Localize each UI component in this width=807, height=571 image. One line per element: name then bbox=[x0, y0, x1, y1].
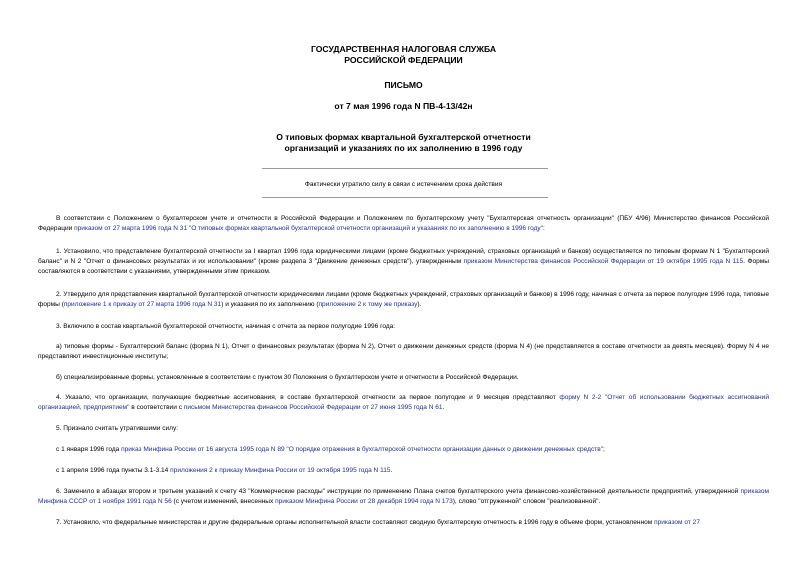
paragraph-5b: с 1 апреля 1996 года пункты 3.1-3.14 приложения 2 к приказу Минфина России от 19 октября 1995 года N 115. bbox=[56, 467, 393, 474]
agency-name-line2: РОССИЙСКОЙ ФЕДЕРАЦИИ bbox=[344, 55, 463, 65]
paragraph-3b: б) специализированные формы, установленные в соответствии с пунктом 30 Положения о бухгалтерском учете и отчетности в Российской Федерации. bbox=[56, 374, 519, 381]
link-form-2-2[interactable]: форму N 2-2 "Отчет об использовании бюджетных ассигнований организацией, предприятием" bbox=[38, 394, 769, 411]
paragraph-3a: а) типовые формы - Бухгалтерский баланс (форма N 1), Отчет о финансовых результатах (форма N 2), Отчет о движении денежных средств (форма N 4) (не представляется в составе отчетности за девять месяцев). Форму N 4 не представляют инвестиционные институты; bbox=[38, 343, 769, 360]
link-appendix-2-order-115[interactable]: приложения 2 к приказу Минфина России от 19 октября 1995 года N 115 bbox=[170, 467, 391, 474]
link-order-89[interactable]: приказ Минфина России от 16 августа 1995 года N 89 "О порядке отражения в бухгалтерской отчетности организации данных о движении денежных средств" bbox=[121, 446, 604, 453]
link-order-56[interactable]: приказом Минфина СССР от 1 ноября 1991 года N 56 bbox=[38, 488, 769, 505]
agency-name-line1: ГОСУДАРСТВЕННАЯ НАЛОГОВАЯ СЛУЖБА bbox=[310, 44, 497, 54]
paragraph-2: 2. Утвердило для представления квартальной бухгалтерской отчетности юридическими лицами (кроме бюджетных учреждений, страховых организаций и банков) в 1996 году, начиная с отчета за первое полугодие 1996 года, типовые формы (приложение 1 к приказу от 27 марта 1996 года N 31) и указания по их заполнению (приложение 2 к тому же приказу). bbox=[38, 291, 769, 308]
paragraph-1: 1. Установило, что представление бухгалтерской отчетности за I квартал 1996 года юридическими лицами (кроме бюджетных учреждений, страховых организаций и банков) осуществляется по типовым формам N 1 "Бухгалтерский баланс" и N 2 "Отчет о финансовых результатах и их использовании" (кроме раздела 3 "Движение денежных средств"), утвержденным приказом Министерства финансов Российской Федерации от 19 октября 1995 года N 115. Формы составляются в соответствии с указаниями, утвержденными этим приказом. bbox=[38, 248, 769, 275]
paragraph-intro: В соответствии с Положением о бухгалтерском учете и отчетности в Российской Федерации и Положением по бухгалтерскому учету "Бухгалтерская отчетность организации" (ПБУ 4/96) Министерство финансов Российской Федерации приказом от 27 марта 1996 года N 31 "О типовых формах квартальной бухгалтерской отчетности организаций и указаниях по их заполнению в 1996 году": bbox=[38, 215, 769, 232]
document-title-line1: О типовых формах квартальной бухгалтерской отчетности bbox=[276, 132, 531, 142]
link-letter-61[interactable]: письмом Министерства финансов Российской Федерации от 27 июня 1995 года N 61 bbox=[183, 404, 443, 411]
paragraph-3: 3. Включило в состав квартальной бухгалтерской отчетности, начиная с отчета за первое полугодие 1996 года: bbox=[56, 323, 396, 330]
paragraph-6: 6. Заменило в абзацах втором и третьем указаний к счету 43 "Коммерческие расходы" инструкции по применению Плана счетов бухгалтерского учета финансово-хозяйственной деятельности предприятий, утвержденной приказом Минфина СССР от 1 ноября 1991 года N 56 (с учетом изменений, внесенных приказом Минфина России от 28 декабря 1994 года N 173), слово "отгруженной" словом "реализованной". bbox=[38, 488, 769, 505]
divider-bottom bbox=[262, 197, 548, 198]
link-order-27[interactable]: приказом от 27 bbox=[654, 519, 700, 526]
link-appendix-2[interactable]: приложение 2 к тому же приказу bbox=[318, 301, 418, 308]
document-title-line2: организаций и указаниях по их заполнению в 1996 году bbox=[284, 143, 523, 153]
divider-top bbox=[262, 168, 548, 169]
document-date: от 7 мая 1996 года N ПВ-4-13/42н bbox=[334, 101, 473, 111]
paragraph-7: 7. Установило, что федеральные министерства и другие федеральные органы исполнительной власти составляют сводную бухгалтерскую отчетность в 1996 году в объеме форм, установленном приказом от 27 bbox=[56, 519, 700, 526]
paragraph-5a: с 1 января 1996 года приказ Минфина России от 16 августа 1995 года N 89 "О порядке отражения в бухгалтерской отчетности организации данных о движении денежных средств"; bbox=[56, 446, 605, 453]
link-order-173[interactable]: приказом Минфина России от 28 декабря 1994 года N 173 bbox=[275, 498, 453, 505]
status-note: Фактически утратило силу в связи с истечением срока действия bbox=[304, 181, 503, 188]
link-order-31[interactable]: приказом от 27 марта 1996 года N 31 "О типовых формах квартальной бухгалтерской отчетности организаций и указаниях по их заполнению в 1996 году" bbox=[74, 225, 544, 232]
link-appendix-1[interactable]: приложение 1 к приказу от 27 марта 1996 года N 31 bbox=[63, 301, 222, 308]
link-order-115[interactable]: приказом Министерства финансов Российской Федерации от 19 октября 1995 года N 115 bbox=[463, 258, 744, 265]
paragraph-4: 4. Указало, что организации, получающие бюджетные ассигнования, в составе бухгалтерской отчетности за первое полугодие и 9 месяцев представляют форму N 2-2 "Отчет об использовании бюджетных ассигнований организацией, предприятием" в соответствии с письмом Министерства финансов Российской Федерации от 27 июня 1995 года N 61. bbox=[38, 394, 769, 411]
paragraph-5: 5. Признало считать утратившими силу: bbox=[56, 425, 179, 432]
document-type: ПИСЬМО bbox=[384, 80, 423, 90]
